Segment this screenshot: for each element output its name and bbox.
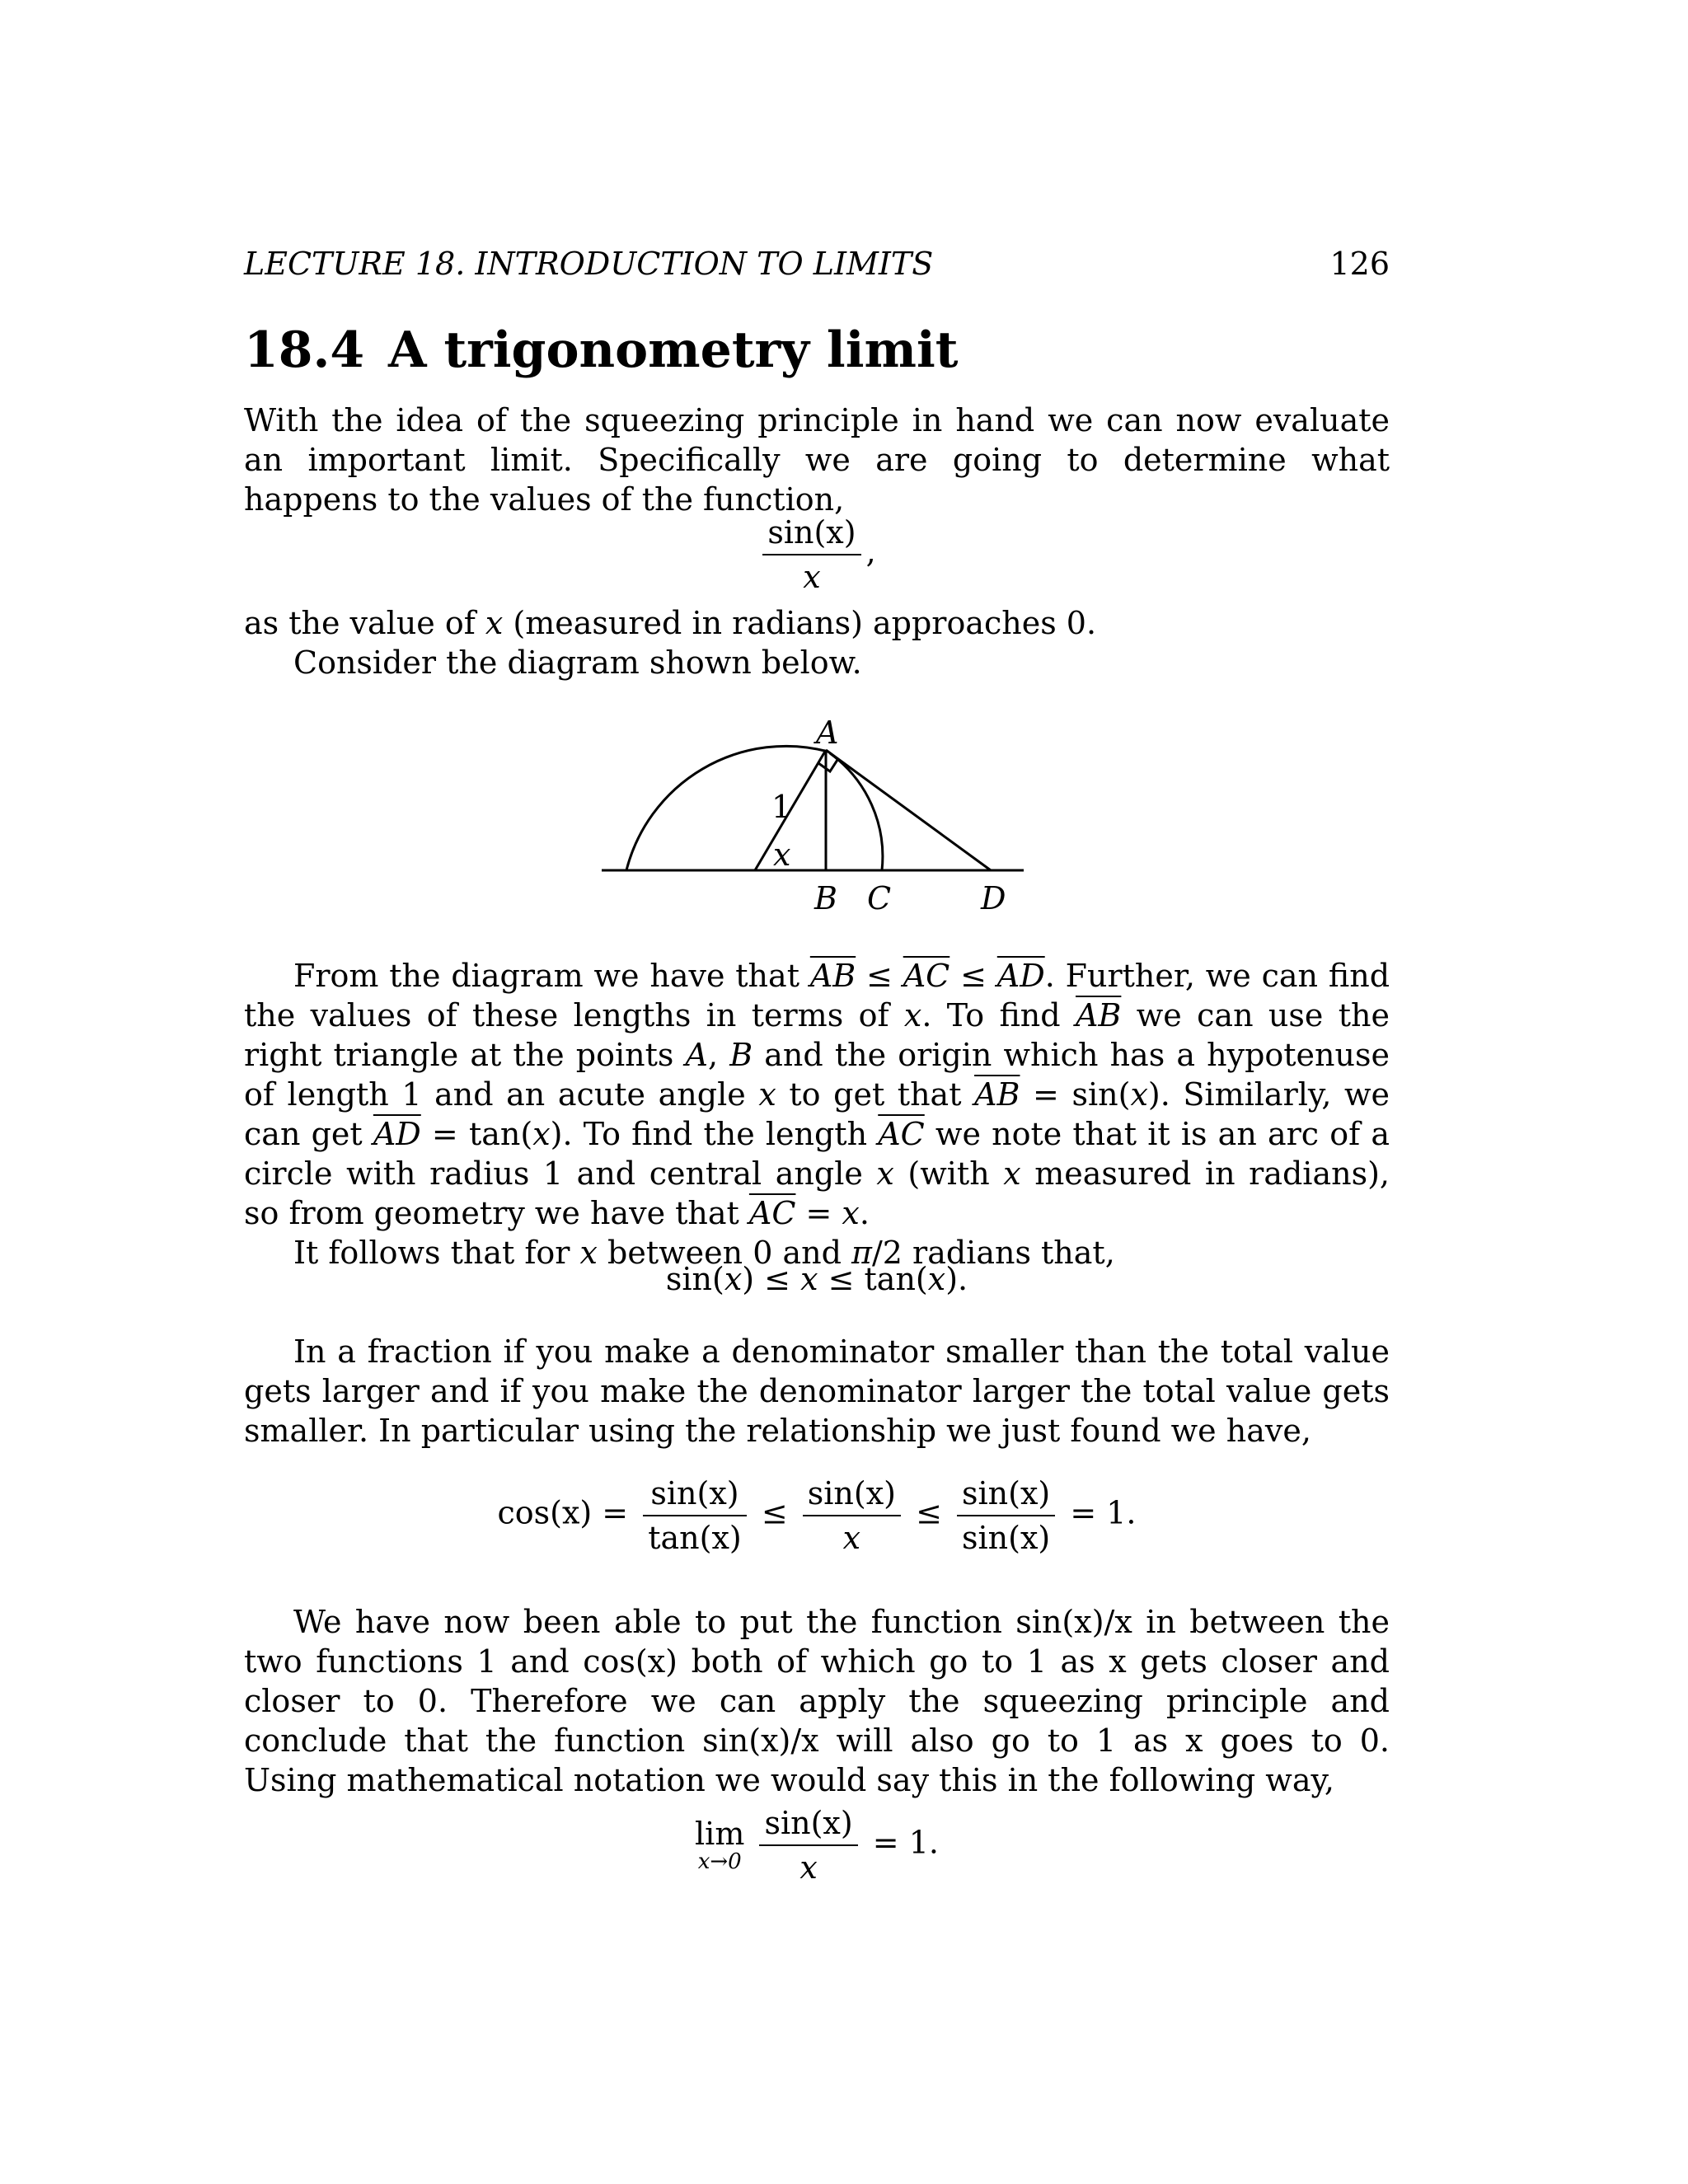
text-span: (with [893, 1155, 1004, 1192]
consider-text: Consider the diagram shown below. [293, 644, 862, 681]
tangent-line-AD [826, 750, 991, 870]
text-span: ≤ [950, 958, 997, 994]
label-B: B [814, 880, 837, 916]
math-var: x [1130, 1076, 1148, 1113]
fraction-sin-over-tan [643, 1472, 746, 1559]
fraction-paragraph-text: In a fraction if you make a denominator smaller than the total value gets larger and if you make the denominator larger the total value gets smaller. In particular using the relationship we just found we have, [244, 1333, 1390, 1449]
le-symbol: ≤ [761, 1494, 788, 1531]
text-span: to get that [776, 1076, 975, 1113]
text-span: /2 radians that, [871, 1235, 1115, 1271]
fraction-sin-over-sin [957, 1472, 1055, 1559]
limit-equation [244, 1802, 1390, 1889]
text-span: From the diagram we have that [293, 958, 810, 994]
outer-arc [626, 746, 828, 870]
text-span: ≤ [856, 958, 903, 994]
text-span: = [795, 1195, 842, 1231]
le-symbol: ≤ [916, 1494, 942, 1531]
page-number: 126 [1329, 246, 1390, 282]
fraction-denominator: tan(x) [648, 1520, 742, 1556]
limit-operator [695, 1817, 744, 1873]
intro-text: With the idea of the squeezing principle in hand we can now evaluate an important limit. Specifically we are going to determine what happens to the values of the function, [244, 402, 1390, 518]
text-span: It follows that for [293, 1235, 580, 1271]
geometry-diagram [593, 717, 1039, 931]
text-span: . Further, we can find the values of these lengths in terms of [244, 958, 1390, 1033]
segment-AB-ref: $\overline{AB}$ [809, 958, 856, 994]
label-A: A [816, 717, 839, 751]
equation-rhs: = 1. [1070, 1494, 1137, 1531]
math-var: x [903, 997, 922, 1033]
text-span: , [707, 1037, 730, 1073]
running-header [244, 244, 1390, 284]
fraction-denominator: x [799, 1849, 818, 1886]
math-var: x [800, 1261, 818, 1297]
segment-AB-ref: $\overline{AB}$ [1075, 997, 1122, 1033]
point-B-ref: B [729, 1037, 753, 1073]
label-D: D [981, 880, 1006, 916]
conclusion-paragraph [244, 1602, 1390, 1800]
fraction-numerator: sin(x) [803, 1472, 901, 1516]
lim-text: lim [695, 1816, 745, 1852]
segment-AD-ref: $\overline{AD}$ [996, 958, 1045, 994]
math-pi: π [851, 1235, 872, 1271]
equation-rhs: = 1. [872, 1824, 939, 1861]
fraction-paragraph [244, 1332, 1390, 1451]
text-span: we can use the right triangle at the points [244, 997, 1390, 1073]
text-span: sin( [665, 1261, 724, 1297]
math-var: x [842, 1195, 860, 1231]
section-heading [244, 321, 959, 379]
point-A-ref: A [685, 1037, 708, 1073]
text-span: = sin( [1020, 1076, 1131, 1113]
text-span: (measured in radians) approaches 0. [503, 605, 1097, 641]
fraction-limit [759, 1802, 857, 1889]
math-var: x [1003, 1155, 1021, 1192]
text-span: between 0 and [597, 1235, 851, 1271]
conclusion-text: We have now been able to put the function sin(x)/x in between the two functions 1 and cos(x) both of which go to 1 as x gets closer and closer to 0. Therefore we can apply the squeezing principle and conclude that the function sin(x)/x will also go to 1 as x goes to 0. Using mathematical notation we would say this in the following way, [244, 1604, 1390, 1798]
segment-AD-ref: $\overline{AD}$ [373, 1116, 421, 1152]
segment-AB-ref: $\overline{AB}$ [974, 1076, 1020, 1113]
text-span: = tan( [420, 1116, 533, 1152]
fraction-denominator: x [842, 1520, 861, 1556]
intro-continued [244, 603, 1390, 682]
squeeze-equation [244, 1472, 1390, 1559]
fraction-denominator: x [803, 559, 821, 595]
segment-AC-ref: $\overline{AC}$ [903, 958, 950, 994]
fraction [762, 511, 860, 598]
math-var: x [927, 1261, 946, 1297]
equation-sinx-over-x [244, 511, 1390, 598]
text-span: we note that it is an arc of a circle with radius 1 and central angle [244, 1116, 1390, 1192]
text-span: ≤ tan( [818, 1261, 928, 1297]
math-var: x [485, 605, 504, 641]
segment-AC-ref: $\overline{AC}$ [748, 1195, 796, 1231]
text-span: ). Similarly, we can get [244, 1076, 1390, 1152]
label-1: 1 [771, 789, 792, 825]
inequality-equation [244, 1259, 1390, 1299]
label-C: C [867, 880, 892, 916]
fraction-numerator: sin(x) [643, 1472, 746, 1516]
section-title: A trigonometry limit [388, 321, 959, 379]
equation-lhs: cos(x) = [497, 1494, 629, 1531]
section-number: 18.4 [244, 321, 365, 379]
math-var: x [758, 1076, 776, 1113]
text-span: as the value of [244, 605, 485, 641]
punctuation: , [865, 533, 876, 570]
text-span: ). [945, 1261, 968, 1297]
math-var: x [724, 1261, 743, 1297]
text-span: . [859, 1195, 870, 1231]
fraction-sin-over-x [803, 1472, 901, 1559]
math-var: x [579, 1235, 598, 1271]
label-x: x [773, 837, 791, 873]
header-title: LECTURE 18. INTRODUCTION TO LIMITS [244, 246, 934, 282]
text-span: measured in radians), so from geometry we have that [244, 1155, 1390, 1231]
lengths-paragraph [244, 956, 1390, 1272]
fraction-numerator: sin(x) [957, 1472, 1055, 1516]
text-span: ) ≤ [742, 1261, 801, 1297]
intro-paragraph [244, 401, 1390, 519]
fraction-denominator: sin(x) [962, 1520, 1051, 1556]
math-var: x [876, 1155, 894, 1192]
fraction-numerator: sin(x) [759, 1802, 857, 1846]
math-var: x [532, 1116, 551, 1152]
lim-subscript: x→0 [697, 1849, 742, 1874]
segment-AC-ref: $\overline{AC}$ [878, 1116, 925, 1152]
text-span: . To find [921, 997, 1076, 1033]
text-span: and the origin which has a hypotenuse of length 1 and an acute angle [244, 1037, 1390, 1113]
fraction-numerator: sin(x) [762, 511, 860, 555]
text-span: ). To find the length [550, 1116, 879, 1152]
right-angle-mark [818, 760, 837, 771]
